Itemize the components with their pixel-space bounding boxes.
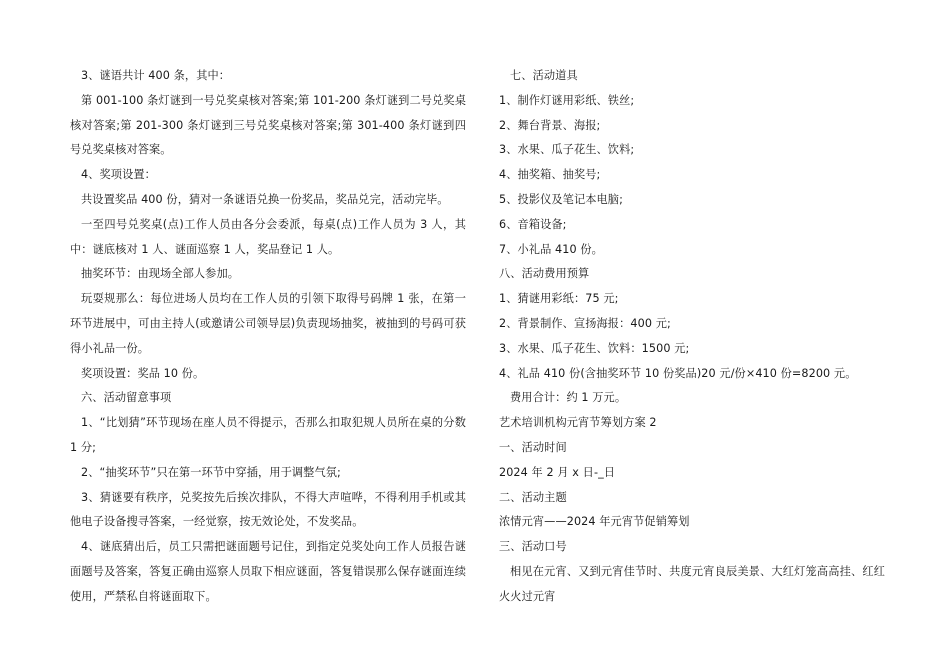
paragraph: 4、礼品 410 份(含抽奖环节 10 份奖品)20 元/份×410 份=8200 元。: [499, 366, 857, 380]
paragraph: 七、活动道具: [510, 69, 578, 82]
paragraph: 2、舞台背景、海报;: [499, 118, 601, 132]
paragraph: 3、猜谜要有秩序，兑奖按先后挨次排队，不得大声喧哗，不得利用手机或其他电子设备搜寻答案，一经觉察，按无效论处，不发奖品。: [70, 490, 466, 529]
paragraph: 一至四号兑奖桌(点)工作人员由各分会委派，每桌(点)工作人员为 3 人，其中：谜底核对 1 人、谜面巡察 1 人，奖品登记 1 人。: [70, 217, 466, 256]
paragraph: 二、活动主题: [499, 490, 567, 504]
paragraph: 2024 年 2 月 x 日-_日: [499, 465, 616, 479]
paragraph: 玩耍规那么：每位进场人员均在工作人员的引领下取得号码牌 1 张，在第一环节进展中，可由主持人(或邀请公司领导层)负责现场抽奖，被抽到的号码可获得小礼品一份。: [70, 292, 466, 355]
paragraph: 3、水果、瓜子花生、饮料：1500 元;: [499, 341, 690, 355]
paragraph: 一、活动时间: [499, 440, 567, 454]
paragraph: 4、抽奖箱、抽奖号;: [499, 168, 601, 182]
paragraph: 4、奖项设置：: [81, 168, 156, 182]
left-column: [70, 64, 466, 610]
paragraph: 1、猜谜用彩纸：75 元;: [499, 292, 619, 306]
paragraph: 相见在元宵、又到元宵佳节时、共度元宵良辰美景、大红灯笼高高挂、红红火火过元宵: [499, 564, 885, 603]
right-column: [499, 64, 885, 610]
paragraph: 八、活动费用预算: [499, 267, 590, 281]
paragraph: 2、“抽奖环节”只在第一环节中穿插，用于调整气氛;: [81, 465, 341, 479]
paragraph: 3、水果、瓜子花生、饮料;: [499, 143, 635, 157]
paragraph: 费用合计：约 1 万元。: [510, 391, 627, 405]
paragraph: 2、背景制作、宣扬海报：400 元;: [499, 316, 671, 330]
paragraph: 第 001-100 条灯谜到一号兑奖桌核对答案;第 101-200 条灯谜到二号兑奖桌核对答案;第 201-300 条灯谜到三号兑奖桌核对答案;第 301-400 条灯谜到四号兑奖桌核对答案。: [70, 93, 466, 157]
paragraph: 6、音箱设备;: [499, 217, 567, 231]
paragraph: 奖项设置：奖品 10 份。: [81, 366, 205, 380]
paragraph: 1、制作灯谜用彩纸、铁丝;: [499, 93, 635, 107]
paragraph: 浓情元宵——2024 年元宵节促销筹划: [499, 515, 690, 529]
paragraph: 1、“比划猜”环节现场在座人员不得提示，否那么扣取犯规人员所在桌的分数 1 分;: [70, 416, 466, 454]
paragraph: 共设置奖品 400 份，猜对一条谜语兑换一份奖品，奖品兑完，活动完毕。: [81, 192, 449, 206]
paragraph: 3、谜语共计 400 条，其中：: [81, 69, 231, 82]
paragraph: 抽奖环节：由现场全部人参加。: [81, 267, 240, 281]
paragraph: 5、投影仪及笔记本电脑;: [499, 192, 623, 206]
paragraph: 7、小礼品 410 份。: [499, 242, 603, 256]
paragraph: 三、活动口号: [499, 540, 567, 554]
paragraph: 六、活动留意事项: [81, 391, 172, 405]
paragraph: 艺术培训机构元宵节筹划方案 2: [499, 416, 657, 430]
paragraph: 4、谜底猜出后，员工只需把谜面题号记住，到指定兑奖处向工作人员报告谜面题号及答案，答复正确由巡察人员取下相应谜面，答复错误那么保存谜面连续使用，严禁私自将谜面取下。: [70, 540, 466, 603]
